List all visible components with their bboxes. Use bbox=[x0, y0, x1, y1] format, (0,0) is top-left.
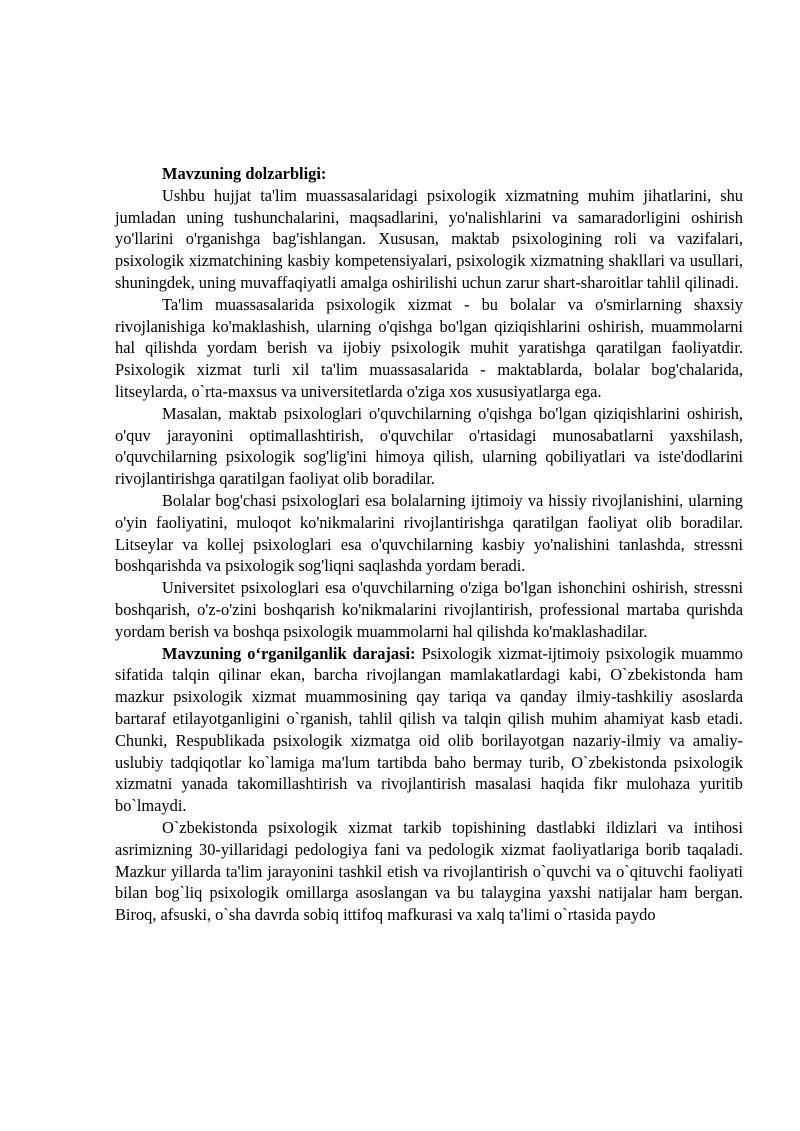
paragraph-text: Psixologik xizmat-ijtimoiy psixologik muammo sifatida talqin qilinar ekan, barcha rivojlangan mamlakatlardagi kabi, O`zbekistonda ham mazkur psixologik xizmat muammosining qay tariqa va qanday ilmiy-tashkiliy asoslarda bartaraf etilayotganligini o`rganish, tahlil qilish va talqin qilish muhim ahamiyat kasb etadi. Chunki, Respublikada psixologik xizmatga oid olib borilayotgan nazariy-ilmiy va amaliy-uslubiy tadqiqotlar ko`lamiga ma'lum tartibda baho bermay turib, O`zbekistonda psixologik xizmatni yanada takomillashtirish va rivojlantirish masalasi haqida fikr mulohaza yuritib bo`lmaydi. bbox=[115, 643, 743, 816]
paragraph: Bolalar bog'chasi psixologlari esa bolalarning ijtimoiy va hissiy rivojlanishini, ularning o'yin faoliyatini, muloqot ko'nikmalarini rivojlantirishga qaratilgan faoliyat olib boradilar. Litseylar va kollej psixologlari esa o'quvchilarning kasbiy yo'nalishini tanlashda, stressni boshqarishda va psixologik sog'liqni saqlashda yordam beradi. bbox=[115, 490, 743, 576]
paragraph-study-degree bbox=[115, 643, 743, 817]
paragraph: Masalan, maktab psixologlari o'quvchilarning o'qishga bo'lgan qiziqishlarini oshirish, o'quv jarayonini optimallashtirish, o'quvchilar o'rtasidagi munosabatlarni yaxshilash, o'quvchilarning psixologik sog'lig'ini himoya qilish, ularning qobiliyatlari va iste'dodlarini rivojlantirishga qaratilgan faoliyat olib boradilar. bbox=[115, 403, 743, 489]
paragraph: O`zbekistonda psixologik xizmat tarkib topishining dastlabki ildizlari va intihosi asrimizning 30-yillaridagi pedologiya fani va pedologik xizmat faoliyatlariga borib taqaladi. Mazkur yillarda ta'lim jarayonini tashkil etish va rivojlantirish o`quvchi va o`qituvchi faoliyati bilan bog`liq psixologik omillarga asoslangan va bu talaygina yaxshi natijalar ham bergan. Biroq, afsuski, o`sha davrda sobiq ittifoq mafkurasi va xalq ta'limi o`rtasida paydo bbox=[115, 817, 743, 925]
paragraph: Ta'lim muassasalarida psixologik xizmat - bu bolalar va o'smirlarning shaxsiy rivojlanishiga ko'maklashish, ularning o'qishga bo'lgan qiziqishlarini oshirish, muammolarni hal qilishda yordam berish va ijobiy psixologik muhit yaratishga qaratilgan faoliyatdir. Psixologik xizmat turli xil ta'lim muassasalarida - maktablarda, bolalar bog'chalarida, litseylarda, o`rta-maxsus va universitetlarda o'ziga xos xususiyatlarga ega. bbox=[115, 294, 743, 401]
paragraph: Ushbu hujjat ta'lim muassasalaridagi psixologik xizmatning muhim jihatlarini, shu jumladan uning tushunchalarini, maqsadlarini, yo'nalishlarini va samaradorligini oshirish yo'llarini o'rganishga bag'ishlangan. Xususan, maktab psixologining roli va vazifalari, psixologik xizmatchining kasbiy kompetensiyalari, psixologik xizmatning shakllari va usullari, shuningdek, uning muvaffaqiyatli amalga oshirilishi uchun zarur shart-sharoitlar tahlil qilinadi. bbox=[115, 185, 743, 292]
paragraph: Universitet psixologlari esa o'quvchilarning o'ziga bo'lgan ishonchini oshirish, stressni boshqarish, o'z-o'zini boshqarish ko'nikmalarini rivojlantirish, professional martaba qurishda yordam berish va boshqa psixologik muammolarni hal qilishda ko'maklashadilar. bbox=[115, 578, 743, 641]
section-heading-relevance: Mavzuning dolzarbligi: bbox=[162, 164, 327, 183]
section-heading-study-degree: Mavzuning o‘rganilganlik darajasi: bbox=[162, 643, 416, 663]
document-page bbox=[115, 163, 743, 926]
